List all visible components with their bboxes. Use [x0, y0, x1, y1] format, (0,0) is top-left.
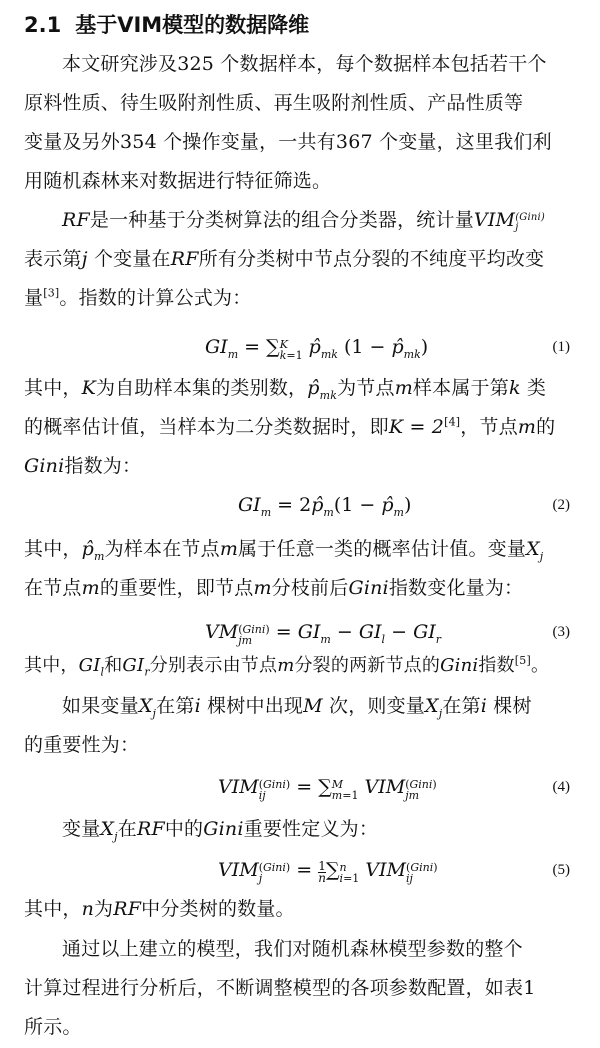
paragraph-3-line-2 [24, 413, 555, 441]
var-xj: $X_j$ [526, 538, 544, 563]
text-span: 在节点 [24, 577, 82, 599]
paragraph-6-line-2: 的重要性为： [24, 734, 140, 756]
var-i: i [480, 695, 488, 717]
paragraph-6-line-1 [62, 692, 532, 720]
text-span: 重要性定义为： [243, 818, 379, 840]
gini-term: Gini [440, 655, 479, 676]
vim-symbol: VIM [473, 209, 516, 231]
p-hat-mk: $p̂_{mk}$ [307, 377, 338, 402]
equation-5-number: (5) [552, 862, 570, 878]
rf-term: RF [170, 248, 199, 270]
text-span: 中的 [164, 818, 204, 840]
var-M: M [303, 695, 323, 717]
equation-1: $GI_m$ = ∑ K k=1 $p̂_{mk}$ $(1 - p̂_{mk})$ [205, 336, 429, 362]
vim-indices: (Gini) ij [258, 778, 291, 802]
sum-limits: n i=1 [339, 861, 360, 885]
paragraph-2-line-2 [24, 245, 544, 273]
text-span: 为节点 [337, 377, 395, 399]
text-span: ，节点 [460, 416, 518, 438]
text-span: 其中， [24, 898, 82, 920]
text-span: 棵树中出现 [200, 695, 304, 717]
text-span: 个变量在 [87, 248, 171, 270]
text-span: 和 [104, 655, 123, 676]
paragraph-9-line-1: 通过以上建立的模型，我们对随机森林模型参数的整个 [62, 938, 523, 960]
text-span: 次，则变量 [322, 695, 426, 717]
text-span: 。指数的计算公式为： [59, 287, 252, 309]
gini-term: Gini [348, 577, 389, 599]
paragraph-9-line-2: 计算过程进行分析后，不断调整模型的各项参数配置，如表1 [24, 977, 536, 999]
text-span: 其中， [24, 377, 82, 399]
text-span: 指数 [478, 655, 515, 676]
text-span: 为 [94, 898, 114, 920]
text-span: 的 [536, 416, 556, 438]
var-xj: $X_j$ [425, 695, 443, 720]
var-m: m [277, 655, 295, 676]
paragraph-4-line-1 [24, 535, 543, 563]
var-m: m [81, 577, 100, 599]
text-span: 分枝前后 [271, 577, 349, 599]
text-span: 中分类树的数量。 [141, 898, 295, 920]
text-span: 样本属于第 [412, 377, 509, 399]
equation-2-number: (2) [552, 497, 570, 513]
text-span: 的重要性，即节点 [99, 577, 254, 599]
equation-1-number: (1) [552, 339, 570, 355]
sum-limits: K k=1 [279, 338, 303, 362]
paragraph-9-line-3: 所示。 [24, 1016, 82, 1038]
text-span: 属于任意一类的概率估计值。变量 [238, 538, 527, 560]
text-span: 的概率估计值，当样本为二分类数据时，即 [24, 416, 389, 438]
text-span: 在 [117, 818, 137, 840]
fraction-1-over-n: $\frac{1}{n}$ [318, 859, 326, 885]
text-span: 如果变量 [62, 695, 139, 717]
equation-5: VIM (Gini) j = $\frac{1}{n}$ ∑ n i=1 VIM (Gini) ij [218, 859, 438, 885]
text-span: 其中， [24, 655, 79, 676]
var-m: m [517, 416, 537, 438]
vim-indices: (Gini) j [515, 212, 546, 233]
paragraph-1-line-4: 用随机森林来对数据进行特征筛选。 [24, 170, 332, 192]
section-heading [24, 10, 309, 40]
var-m: m [219, 538, 239, 560]
text-span: 在第 [156, 695, 195, 717]
paragraph-4-line-2 [24, 574, 523, 602]
var-k-small: k [508, 377, 521, 399]
text-span: 棵树 [487, 695, 532, 717]
var-i: i [194, 695, 201, 717]
var-xj: $X_j$ [138, 695, 157, 720]
section-number: 2.1 [24, 13, 62, 37]
rf-term: RF [113, 898, 142, 920]
paragraph-1-line-1: 本文研究涉及325 个数据样本，每个数据样本包括若干个 [62, 53, 547, 75]
paragraph-1-line-2: 原料性质、待生吸附剂性质、再生吸附剂性质、产品性质等 [24, 92, 524, 114]
var-k: K [81, 377, 97, 399]
paragraph-2-line-1 [62, 206, 545, 234]
text-span: 是一种基于分类树算法的组合分类器，统计量 [89, 209, 474, 231]
equation-3: VM (Gini) jm = $GI_m - GI_l - GI_r$ [205, 621, 442, 647]
var-j: j [81, 248, 88, 270]
text-span: 指数变化量为： [388, 577, 524, 599]
citation-ref: [4] [444, 415, 461, 429]
citation-ref: [5] [514, 654, 531, 667]
gini-term: Gini [24, 455, 65, 477]
equation-2: $GI_m$ = $2p̂_m(1$ − $p̂_m$) [238, 494, 412, 519]
var-m: m [253, 577, 272, 599]
text-span: 其中， [24, 538, 82, 560]
p-hat-m: $p̂_m$ [81, 538, 105, 563]
gini-term: Gini [203, 818, 244, 840]
text-span: 所有分类树中节点分裂的不纯度平均改变 [198, 248, 545, 270]
paragraph-3-line-3 [24, 452, 141, 480]
vim-indices: (Gini) j [258, 861, 291, 885]
text-span: 类 [520, 377, 547, 399]
text-span: 为样本在节点 [104, 538, 220, 560]
gi-r: $GI_r$ [122, 655, 150, 679]
equation-3-number: (3) [552, 624, 570, 640]
text-span: 分别表示由节点 [149, 655, 278, 676]
k-equals-2: K = 2 [388, 416, 445, 438]
paragraph-7-line-1 [62, 815, 378, 843]
var-n: n [81, 898, 95, 920]
citation-ref: [3] [43, 286, 60, 300]
vim-indices: (Gini) ij [406, 861, 438, 885]
gi-l: $GI_l$ [78, 655, 105, 679]
var-xj: $X_j$ [100, 818, 118, 843]
rf-term: RF [136, 818, 165, 840]
var-m: m [394, 377, 413, 399]
text-span: 变量 [62, 818, 101, 840]
text-span: 。 [530, 655, 550, 676]
text-span: 量 [24, 287, 44, 309]
text-span: 表示第 [24, 248, 82, 270]
section-title: 基于VIM模型的数据降维 [75, 13, 310, 37]
paragraph-2-line-3 [24, 284, 251, 312]
equation-4-number: (4) [552, 779, 570, 795]
paragraph-5-line-1 [24, 652, 549, 680]
text-span: 分裂的两新节点的 [294, 655, 441, 676]
paragraph-8-line-1 [24, 895, 295, 923]
sum-limits: M m=1 [331, 778, 359, 802]
paragraph-1-line-3: 变量及另外354 个操作变量，一共有367 个变量，这里我们利 [24, 131, 552, 153]
text-span: 指数为： [64, 455, 142, 477]
text-span: 为自助样本集的类别数， [96, 377, 308, 399]
vm-indices: (Gini) jm [238, 623, 270, 647]
vim-indices: (Gini) jm [405, 778, 437, 802]
text-span: 在第 [442, 695, 481, 717]
rf-term: RF [62, 209, 90, 231]
equation-4: VIM (Gini) ij = ∑ M m=1 VIM (Gini) jm [218, 776, 437, 802]
paragraph-3-line-1 [24, 374, 546, 402]
